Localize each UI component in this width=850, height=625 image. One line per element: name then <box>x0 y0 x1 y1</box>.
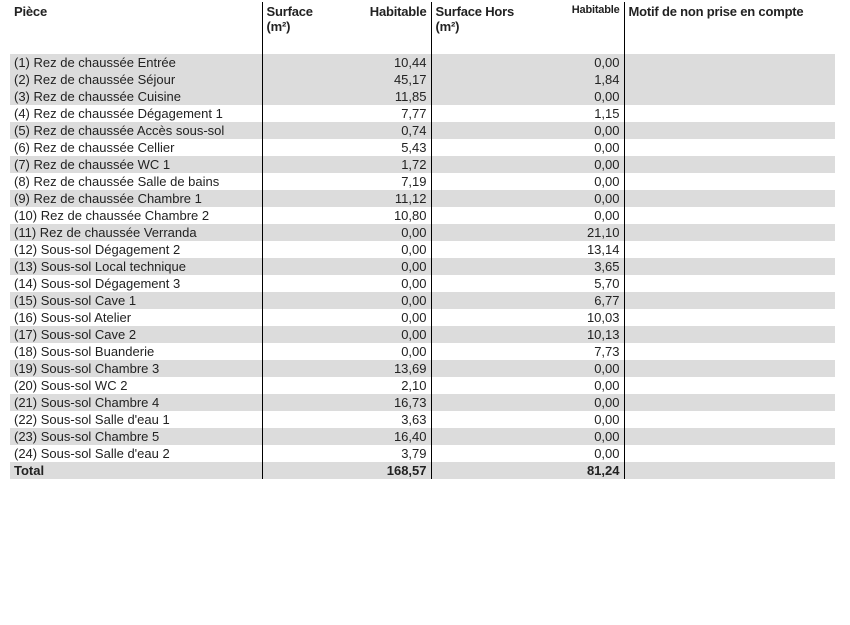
cell-habitable: 3,63 <box>262 411 431 428</box>
total-label: Total <box>10 462 262 479</box>
table-body <box>10 54 835 479</box>
table-row <box>10 445 835 462</box>
header-piece: Pièce <box>14 4 47 19</box>
cell-hors-habitable: 3,65 <box>431 258 624 275</box>
cell-hors-habitable: 0,00 <box>431 394 624 411</box>
cell-habitable: 0,00 <box>262 241 431 258</box>
total-row <box>10 462 835 479</box>
table-row <box>10 292 835 309</box>
table-row <box>10 360 835 377</box>
cell-motif <box>624 139 835 156</box>
cell-motif <box>624 54 835 71</box>
cell-motif <box>624 173 835 190</box>
cell-piece: (12) Sous-sol Dégagement 2 <box>14 242 181 257</box>
cell-motif <box>624 292 835 309</box>
table-row <box>10 428 835 445</box>
cell-piece: (19) Sous-sol Chambre 3 <box>10 360 262 377</box>
cell-motif <box>624 105 835 122</box>
cell-piece: (2) Rez de chaussée Séjour <box>10 71 262 88</box>
cell-motif <box>624 224 835 241</box>
cell-hors-habitable: 7,73 <box>431 343 624 360</box>
cell-hors-habitable: 0,00 <box>431 122 624 139</box>
total-habitable: 168,57 <box>262 462 431 479</box>
header-motif: Motif de non prise en compte <box>624 2 835 54</box>
cell-hors-habitable: 0,00 <box>431 156 624 173</box>
cell-motif <box>624 275 835 292</box>
cell-habitable: 16,73 <box>262 394 431 411</box>
cell-hors-habitable: 10,13 <box>431 326 624 343</box>
cell-piece: (18) Sous-sol Buanderie <box>14 344 155 359</box>
cell-piece: (3) Rez de chaussée Cuisine <box>10 88 262 105</box>
table-row <box>10 343 835 360</box>
table-row <box>10 394 835 411</box>
cell-hors-habitable: 5,70 <box>431 275 624 292</box>
table-row <box>10 258 835 275</box>
cell-habitable: 13,69 <box>262 360 431 377</box>
cell-habitable: 10,44 <box>262 54 431 71</box>
cell-piece: (17) Sous-sol Cave 2 <box>10 326 262 343</box>
table-row <box>10 326 835 343</box>
cell-piece: (14) Sous-sol Dégagement 3 <box>14 276 181 291</box>
table-row <box>10 54 835 71</box>
cell-habitable: 0,00 <box>262 343 431 360</box>
cell-motif <box>624 445 835 462</box>
cell-piece: (16) Sous-sol Atelier <box>14 310 132 325</box>
cell-habitable: 3,79 <box>262 445 431 462</box>
cell-hors-habitable: 0,00 <box>431 173 624 190</box>
cell-motif <box>624 241 835 258</box>
cell-motif <box>624 156 835 173</box>
cell-hors-habitable: 10,03 <box>431 309 624 326</box>
cell-habitable: 0,00 <box>262 224 431 241</box>
cell-hors-habitable: 21,10 <box>431 224 624 241</box>
cell-habitable: 7,19 <box>262 173 431 190</box>
table-row <box>10 88 835 105</box>
cell-piece: (4) Rez de chaussée Dégagement 1 <box>14 106 223 121</box>
total-hors-habitable: 81,24 <box>431 462 624 479</box>
cell-habitable: 45,17 <box>262 71 431 88</box>
table-row <box>10 71 835 88</box>
cell-habitable: 1,72 <box>262 156 431 173</box>
table-row <box>10 156 835 173</box>
table-row <box>10 241 835 258</box>
cell-hors-habitable: 0,00 <box>431 377 624 394</box>
header-row <box>10 2 835 54</box>
table-row <box>10 122 835 139</box>
cell-motif <box>624 377 835 394</box>
total-motif <box>624 462 835 479</box>
cell-motif <box>624 360 835 377</box>
cell-hors-habitable: 0,00 <box>431 411 624 428</box>
table-row <box>10 105 835 122</box>
cell-hors-habitable: 0,00 <box>431 54 624 71</box>
table-row <box>10 377 835 394</box>
cell-piece: (8) Rez de chaussée Salle de bains <box>14 174 220 189</box>
cell-motif <box>624 309 835 326</box>
cell-hors-habitable: 6,77 <box>431 292 624 309</box>
cell-habitable: 16,40 <box>262 428 431 445</box>
cell-motif <box>624 122 835 139</box>
cell-habitable: 11,12 <box>262 190 431 207</box>
cell-habitable: 5,43 <box>262 139 431 156</box>
table-row <box>10 309 835 326</box>
cell-habitable: 2,10 <box>262 377 431 394</box>
cell-habitable: 0,00 <box>262 292 431 309</box>
cell-hors-habitable: 1,15 <box>431 105 624 122</box>
cell-piece: (5) Rez de chaussée Accès sous-sol <box>10 122 262 139</box>
table-row <box>10 411 835 428</box>
cell-piece: (1) Rez de chaussée Entrée <box>10 54 262 71</box>
cell-habitable: 11,85 <box>262 88 431 105</box>
cell-habitable: 10,80 <box>262 207 431 224</box>
cell-hors-habitable: 0,00 <box>431 139 624 156</box>
cell-piece: (15) Sous-sol Cave 1 <box>10 292 262 309</box>
cell-motif <box>624 411 835 428</box>
cell-hors-habitable: 0,00 <box>431 88 624 105</box>
cell-piece: (13) Sous-sol Local technique <box>10 258 262 275</box>
cell-hors-habitable: 0,00 <box>431 360 624 377</box>
cell-habitable: 0,00 <box>262 326 431 343</box>
cell-piece: (6) Rez de chaussée Cellier <box>14 140 175 155</box>
header-hors-habitable: Surface Hors Habitable (m²) <box>431 2 624 54</box>
cell-habitable: 0,00 <box>262 258 431 275</box>
cell-motif <box>624 190 835 207</box>
table-row <box>10 224 835 241</box>
cell-habitable: 0,00 <box>262 309 431 326</box>
cell-piece: (11) Rez de chaussée Verranda <box>10 224 262 241</box>
cell-motif <box>624 428 835 445</box>
table-row <box>10 139 835 156</box>
table-row <box>10 207 835 224</box>
cell-motif <box>624 326 835 343</box>
cell-piece: (20) Sous-sol WC 2 <box>14 378 128 393</box>
cell-motif <box>624 207 835 224</box>
cell-piece: (21) Sous-sol Chambre 4 <box>10 394 262 411</box>
cell-hors-habitable: 0,00 <box>431 190 624 207</box>
cell-motif <box>624 343 835 360</box>
table-row <box>10 190 835 207</box>
table-row <box>10 275 835 292</box>
surface-table <box>10 2 835 479</box>
header-habitable: Surface Habitable (m²) <box>262 2 431 54</box>
cell-motif <box>624 258 835 275</box>
cell-piece: (10) Rez de chaussée Chambre 2 <box>14 208 210 223</box>
cell-piece: (23) Sous-sol Chambre 5 <box>10 428 262 445</box>
cell-motif <box>624 71 835 88</box>
table-row <box>10 173 835 190</box>
cell-hors-habitable: 1,84 <box>431 71 624 88</box>
cell-habitable: 0,00 <box>262 275 431 292</box>
cell-hors-habitable: 0,00 <box>431 207 624 224</box>
cell-piece: (24) Sous-sol Salle d'eau 2 <box>14 446 170 461</box>
cell-motif <box>624 88 835 105</box>
cell-motif <box>624 394 835 411</box>
cell-hors-habitable: 13,14 <box>431 241 624 258</box>
cell-piece: (22) Sous-sol Salle d'eau 1 <box>14 412 170 427</box>
cell-habitable: 7,77 <box>262 105 431 122</box>
cell-piece: (7) Rez de chaussée WC 1 <box>10 156 262 173</box>
cell-habitable: 0,74 <box>262 122 431 139</box>
cell-piece: (9) Rez de chaussée Chambre 1 <box>10 190 262 207</box>
cell-hors-habitable: 0,00 <box>431 428 624 445</box>
cell-hors-habitable: 0,00 <box>431 445 624 462</box>
